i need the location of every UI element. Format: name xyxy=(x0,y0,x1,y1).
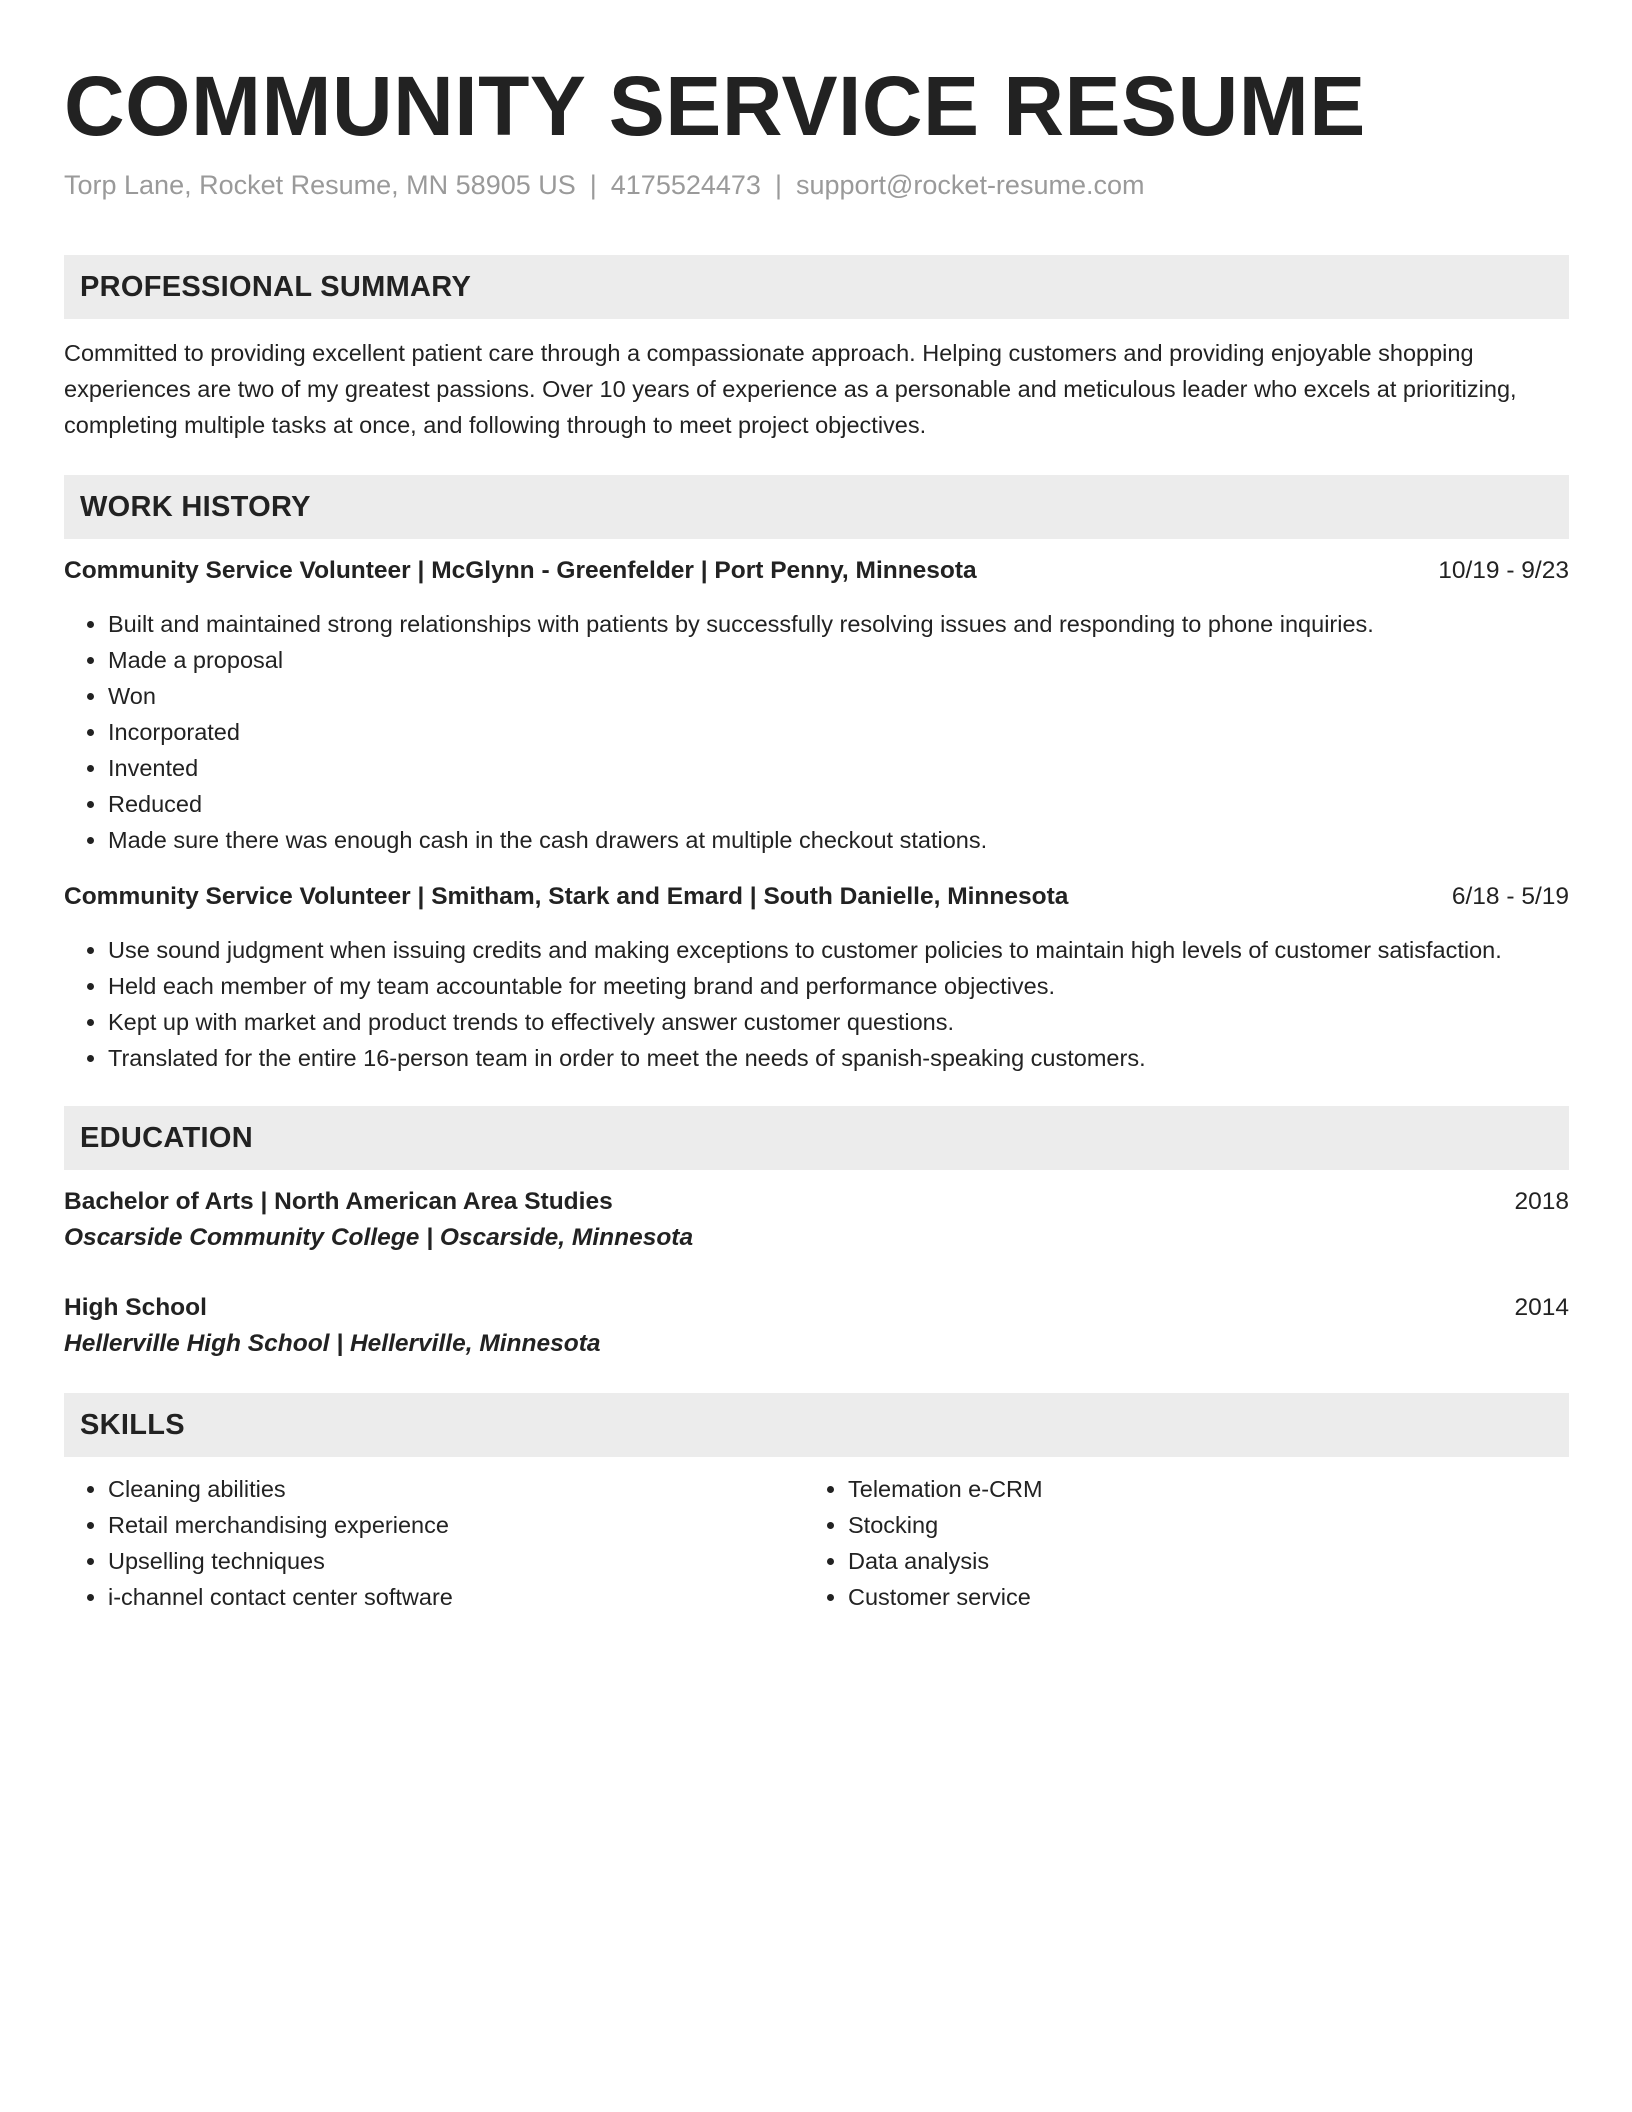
skills-column-left xyxy=(64,1471,804,1615)
education-header xyxy=(64,1291,1569,1325)
job-bullet: • Made sure there was enough cash in the cash drawers at multiple checkout stations. xyxy=(108,822,1569,858)
contact-separator: | xyxy=(589,170,597,200)
job-header xyxy=(64,554,1569,588)
job-bullet-list xyxy=(64,606,1569,858)
skill-item: • Stocking xyxy=(848,1507,1544,1543)
contact-phone: 4175524473 xyxy=(610,170,761,200)
resume-title: COMMUNITY SERVICE RESUME xyxy=(64,59,1366,153)
skills-column-right xyxy=(804,1471,1544,1615)
resume-page xyxy=(64,0,1569,1615)
education-entry xyxy=(64,1185,1569,1257)
job-title: Community Service Volunteer | McGlynn - Greenfelder | Port Penny, Minnesota xyxy=(64,557,977,584)
skill-item: • Data analysis xyxy=(848,1543,1544,1579)
job-header xyxy=(64,880,1569,914)
section-header-skills: SKILLS xyxy=(64,1393,1569,1457)
section-header-education: EDUCATION xyxy=(64,1106,1569,1170)
job-bullet: • Kept up with market and product trends to effectively answer customer questions. xyxy=(108,1004,1569,1040)
contact-address: Torp Lane, Rocket Resume, MN 58905 US xyxy=(64,170,576,200)
job-bullet: • Translated for the entire 16-person team in order to meet the needs of spanish-speaking customers. xyxy=(108,1040,1569,1076)
skills-grid xyxy=(64,1471,1569,1615)
job-bullet-list xyxy=(64,932,1569,1076)
job-bullet: • Reduced xyxy=(108,786,1569,822)
job-entry xyxy=(64,554,1569,858)
education-entry xyxy=(64,1291,1569,1363)
section-header-work-history: WORK HISTORY xyxy=(64,475,1569,539)
contact-separator: | xyxy=(774,170,782,200)
job-dates: 6/18 - 5/19 xyxy=(1451,883,1569,910)
contact-email: support@rocket-resume.com xyxy=(795,170,1145,200)
education-year: 2018 xyxy=(1514,1188,1569,1215)
job-bullet: • Won xyxy=(108,678,1569,714)
skill-item: • Upselling techniques xyxy=(108,1543,804,1579)
skill-item: • Customer service xyxy=(848,1579,1544,1615)
job-bullet: • Incorporated xyxy=(108,714,1569,750)
education-year: 2014 xyxy=(1514,1294,1569,1321)
job-dates: 10/19 - 9/23 xyxy=(1438,557,1569,584)
section-header-summary: PROFESSIONAL SUMMARY xyxy=(64,255,1569,319)
job-bullet: • Invented xyxy=(108,750,1569,786)
education-school: Oscarside Community College | Oscarside, Minnesota xyxy=(64,1224,694,1251)
job-title: Community Service Volunteer | Smitham, Stark and Emard | South Danielle, Minnesota xyxy=(64,883,1069,910)
skill-item: • i-channel contact center software xyxy=(108,1579,804,1615)
contact-line xyxy=(64,168,1569,202)
skill-item: • Cleaning abilities xyxy=(108,1471,804,1507)
job-entry xyxy=(64,880,1569,1076)
job-bullet: • Use sound judgment when issuing credits and making exceptions to customer policies to maintain high levels of customer satisfaction. xyxy=(108,932,1569,968)
skills-list xyxy=(804,1471,1544,1615)
education-header xyxy=(64,1185,1569,1219)
job-bullet: • Built and maintained strong relationships with patients by successfully resolving issues and responding to phone inquiries. xyxy=(108,606,1569,642)
summary-text: Committed to providing excellent patient care through a compassionate approach. Helping customers and providing enjoyable shopping experiences are two of my greatest passions. Over 10 years of experience as a personable and meticulous leader who excels at prioritizing, completing multiple tasks at once, and following through to meet project objectives. xyxy=(64,340,1517,438)
skill-item: • Telemation e-CRM xyxy=(848,1471,1544,1507)
skill-item: • Retail merchandising experience xyxy=(108,1507,804,1543)
skills-list xyxy=(64,1471,804,1615)
job-bullet: • Made a proposal xyxy=(108,642,1569,678)
education-degree: High School xyxy=(64,1294,207,1321)
job-bullet: • Held each member of my team accountable for meeting brand and performance objectives. xyxy=(108,968,1569,1004)
education-school: Hellerville High School | Hellerville, Minnesota xyxy=(64,1330,601,1357)
education-degree: Bachelor of Arts | North American Area Studies xyxy=(64,1188,613,1215)
